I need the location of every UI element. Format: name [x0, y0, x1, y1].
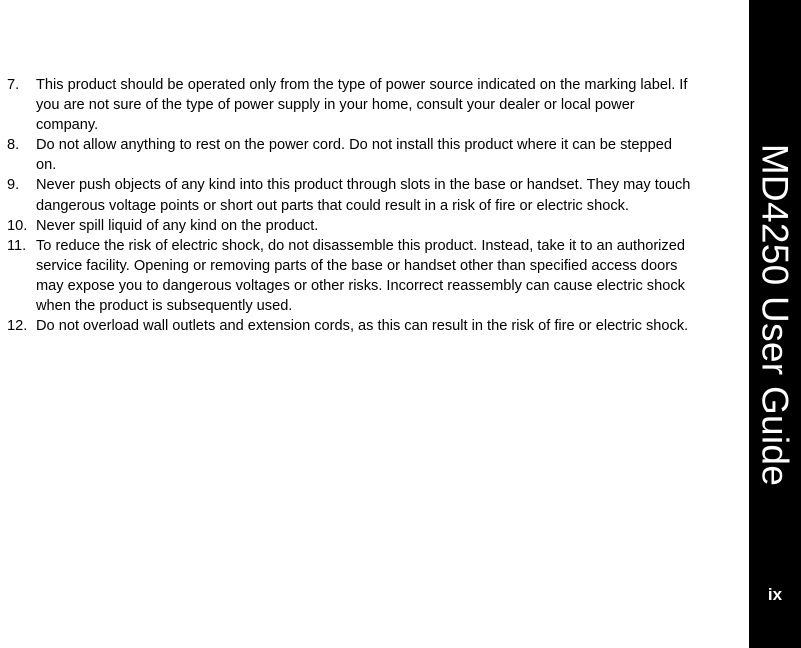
list-item-number: 11.: [7, 237, 27, 254]
list-item: [7, 135, 692, 175]
list-item-number: 10.: [7, 217, 28, 234]
list-item-text: Never push objects of any kind into this product through slots in the base or handset. They may touch dangerous voltage points or short out parts that could result in a risk of fire or electric shock.: [36, 177, 691, 214]
list-item-number: 7.: [7, 77, 20, 93]
list-item: [7, 75, 692, 135]
list-item-text: Do not allow anything to rest on the power cord. Do not install this product where it can be stepped on.: [36, 137, 673, 174]
list-item-number: 8.: [7, 137, 20, 154]
list-item-text: To reduce the risk of electric shock, do not disassemble this product. Instead, take it to an authorized service facility. Opening or removing parts of the base or handset other than specified access doors may expose you to dangerous voltages or other risks. Incorrect reassembly can cause electric shock when the product is subsequently used.: [36, 237, 685, 315]
list-item: [7, 236, 692, 316]
page-number: ix: [767, 585, 783, 604]
list-item: [7, 216, 692, 236]
list-item: [7, 316, 692, 336]
list-item-text: Do not overload wall outlets and extension cords, as this can result in the risk of fire or electric shock.: [36, 318, 689, 335]
safety-instructions-list: [7, 75, 692, 336]
guide-title: MD4250 User Guide: [754, 143, 796, 487]
list-item: [7, 175, 692, 215]
list-item-text: Never spill liquid of any kind on the product.: [36, 217, 319, 234]
list-item-text: This product should be operated only from the type of power source indicated on the marking label. If you are not sure of the type of power supply in your home, consult your dealer or local power company.: [36, 77, 688, 134]
list-item-number: 9.: [7, 177, 20, 194]
list-item-number: 12.: [7, 318, 28, 335]
